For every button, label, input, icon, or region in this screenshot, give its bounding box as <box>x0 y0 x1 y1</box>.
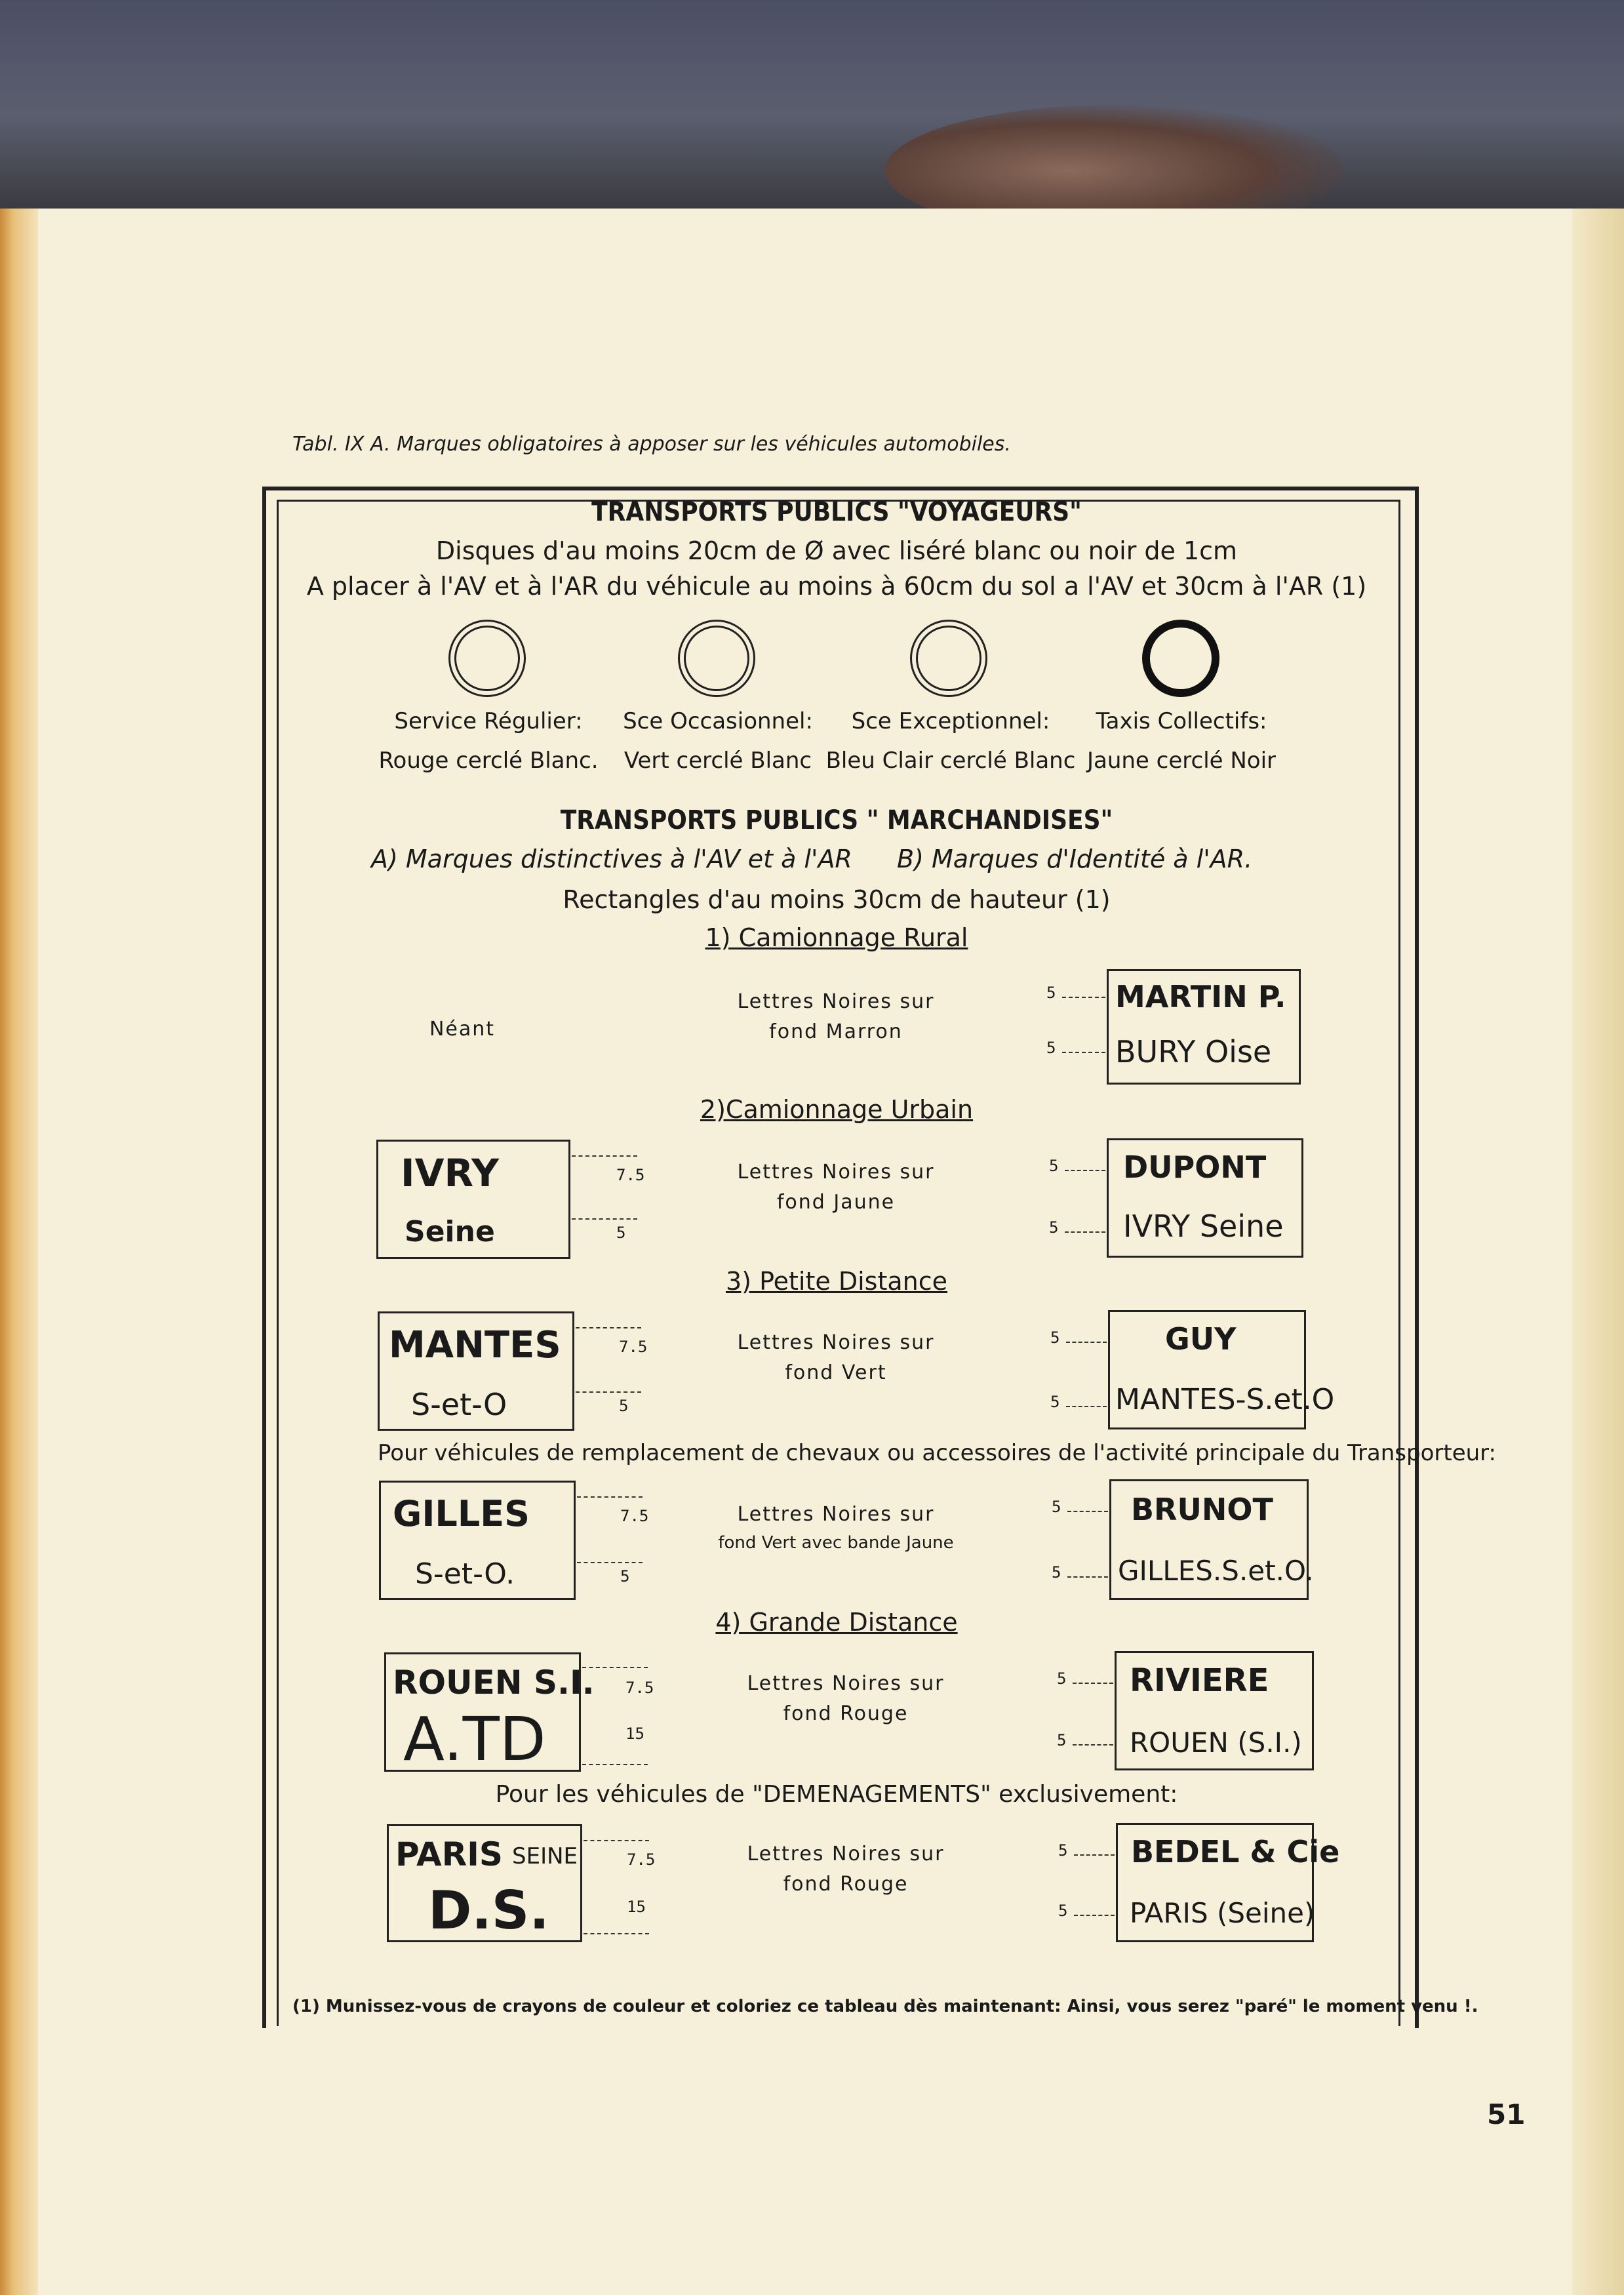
mid-label: Lettres Noires sur <box>737 1331 935 1354</box>
tick-label: 7.5 <box>627 1850 656 1869</box>
mid-label: Lettres Noires sur <box>737 1503 935 1526</box>
marchandises-a: A) Marques distinctives à l'AV et à l'AR <box>371 845 852 873</box>
tick-label: 7.5 <box>620 1507 649 1525</box>
tick-label: 5 <box>616 1224 626 1242</box>
marchandises-title: TRANSPORTS PUBLICS " MARCHANDISES" <box>560 805 1113 835</box>
dimension-line <box>1074 1915 1115 1916</box>
plate-text: D.S. <box>428 1880 549 1941</box>
book-spine <box>0 209 38 2295</box>
background-top <box>0 0 1624 210</box>
section-note: Pour véhicules de remplacement de chevaux ou accessoires de l'activité principale du Transporteur: <box>378 1440 1497 1466</box>
dimension-line <box>577 1562 643 1563</box>
plate-text: GILLES.S.et.O. <box>1118 1555 1314 1587</box>
neant-label: Néant <box>429 1018 496 1041</box>
plate-left <box>379 1481 576 1600</box>
mid-label: fond Vert <box>785 1361 887 1384</box>
plate-right <box>1108 1310 1335 1429</box>
plate-right <box>1107 969 1301 1085</box>
voyageurs-line2: A placer à l'AV et à l'AR du véhicule au moins à 60cm du sol a l'AV et 30cm à l'AR (1) <box>306 572 1367 601</box>
dimension-line <box>1062 1052 1105 1053</box>
plate-left <box>378 1311 574 1431</box>
mid-label: fond Jaune <box>776 1191 896 1214</box>
disc-label-name: Sce Occasionnel: <box>623 708 813 734</box>
tick-label: 5 <box>1058 1902 1068 1920</box>
dimension-line <box>1065 1170 1105 1171</box>
dimension-line <box>582 1764 648 1765</box>
plate-text: RIVIERE <box>1130 1662 1269 1699</box>
dimension-line <box>1073 1744 1113 1746</box>
tick-label: 5 <box>1046 1039 1056 1057</box>
page-edge <box>1572 209 1624 2295</box>
plate-left <box>376 1140 570 1259</box>
plate-text: BEDEL & Cie <box>1131 1834 1340 1869</box>
tick-label: 5 <box>1050 1328 1060 1347</box>
section-title: 1) Camionnage Rural <box>705 923 968 952</box>
plate-text: SEINE <box>512 1843 578 1869</box>
disc-label-name: Taxis Collectifs: <box>1096 708 1267 734</box>
plate-text: GILLES <box>393 1493 530 1534</box>
plate-text: BURY Oise <box>1115 1034 1272 1069</box>
plate-text: BRUNOT <box>1131 1492 1273 1527</box>
plate-text: PARIS (Seine) <box>1130 1897 1315 1929</box>
mid-label: Lettres Noires sur <box>737 990 935 1013</box>
dimension-line <box>1073 1683 1113 1684</box>
table-caption: Tabl. IX A. Marques obligatoires à apposer sur les véhicules automobiles. <box>292 433 1011 456</box>
section-title: 4) Grande Distance <box>715 1608 958 1637</box>
mid-label: fond Rouge <box>783 1702 909 1725</box>
disc-taxis <box>1142 620 1219 697</box>
dimension-line <box>572 1218 637 1220</box>
tick-label: 7.5 <box>616 1166 645 1184</box>
marchandises-b: B) Marques d'Identité à l'AR. <box>897 845 1253 873</box>
plate-text: IVRY Seine <box>1123 1208 1284 1244</box>
plate-text: S-et-O <box>411 1387 507 1422</box>
plate-text: GUY <box>1165 1321 1237 1357</box>
plate-right <box>1109 1479 1314 1600</box>
tick-label: 7.5 <box>619 1338 648 1356</box>
tick-label: 5 <box>619 1397 629 1415</box>
dimension-line <box>1066 1342 1107 1343</box>
section-note: Pour les véhicules de "DEMENAGEMENTS" exclusivement: <box>495 1781 1178 1808</box>
plate-text: ROUEN S.I. <box>393 1664 595 1702</box>
tick-label: 5 <box>1049 1218 1059 1237</box>
plate-text: MANTES-S.et.O <box>1115 1383 1335 1416</box>
dimension-line <box>1066 1406 1107 1407</box>
marchandises-rect: Rectangles d'au moins 30cm de hauteur (1) <box>563 885 1111 914</box>
tick-label: 5 <box>1046 984 1056 1002</box>
dimension-line <box>572 1155 637 1157</box>
mid-label: Lettres Noires sur <box>737 1161 935 1184</box>
mid-label: Lettres Noires sur <box>747 1843 945 1866</box>
plate-right <box>1115 1651 1314 1770</box>
section-title: 3) Petite Distance <box>726 1267 947 1296</box>
mid-label: Lettres Noires sur <box>747 1672 945 1695</box>
tick-label: 5 <box>1057 1731 1067 1749</box>
tick-label: 5 <box>1058 1841 1068 1860</box>
disc-label-color: Bleu Clair cerclé Blanc <box>825 748 1076 774</box>
plate-right <box>1116 1823 1340 1942</box>
tick-label: 15 <box>625 1725 644 1743</box>
footnote: (1) Munissez-vous de crayons de couleur et coloriez ce tableau dès maintenant: Ainsi, vous serez "paré" le moment venu !. <box>292 1997 1478 2016</box>
mid-label: fond Vert avec bande Jaune <box>718 1533 954 1553</box>
mid-label: fond Marron <box>769 1020 903 1043</box>
plate-text: MANTES <box>389 1324 561 1367</box>
dimension-line <box>582 1667 648 1668</box>
tick-label: 15 <box>627 1898 646 1916</box>
voyageurs-line1: Disques d'au moins 20cm de Ø avec liséré blanc ou noir de 1cm <box>435 536 1238 565</box>
page-number: 51 <box>1487 2098 1526 2130</box>
dimension-line <box>1067 1511 1108 1512</box>
tick-label: 7.5 <box>625 1679 654 1697</box>
disc-label-color: Vert cerclé Blanc <box>624 748 812 774</box>
disc-label-color: Jaune cerclé Noir <box>1086 748 1277 774</box>
section-title: 2)Camionnage Urbain <box>700 1095 974 1124</box>
tick-label: 5 <box>1050 1393 1060 1411</box>
plate-text: MARTIN P. <box>1115 979 1286 1014</box>
dimension-line <box>1065 1231 1105 1233</box>
disc-occasionnel <box>678 620 755 697</box>
plate-text: PARIS <box>395 1835 503 1873</box>
dimension-line <box>1074 1854 1115 1856</box>
disc-label-name: Sce Exceptionnel: <box>851 708 1050 734</box>
dimension-line <box>1062 997 1105 998</box>
plate-text: IVRY <box>401 1151 499 1195</box>
disc-label-name: Service Régulier: <box>394 708 583 734</box>
dimension-line <box>1067 1576 1108 1578</box>
plate-text: A.TD <box>403 1704 546 1774</box>
plate-text: S-et-O. <box>415 1557 515 1591</box>
dimension-line <box>584 1840 649 1841</box>
dimension-line <box>584 1933 649 1934</box>
plate-left <box>384 1652 595 1774</box>
tick-label: 5 <box>1057 1669 1067 1688</box>
mid-label: fond Rouge <box>783 1873 909 1896</box>
plate-text: DUPONT <box>1123 1149 1267 1185</box>
dimension-line <box>577 1496 643 1498</box>
tick-label: 5 <box>1049 1157 1059 1175</box>
disc-label-color: Rouge cerclé Blanc. <box>378 748 599 774</box>
dimension-line <box>576 1391 641 1393</box>
plate-text: ROUEN (S.I.) <box>1130 1726 1302 1759</box>
plate-text: Seine <box>405 1215 495 1248</box>
tick-label: 5 <box>1052 1498 1061 1516</box>
tick-label: 5 <box>1052 1563 1061 1582</box>
disc-exceptionnel <box>910 620 987 697</box>
tick-label: 5 <box>620 1567 630 1586</box>
plate-right <box>1107 1138 1303 1258</box>
dimension-line <box>576 1327 641 1328</box>
plate-left <box>387 1824 582 1942</box>
voyageurs-title: TRANSPORTS PUBLICS "VOYAGEURS" <box>591 497 1082 527</box>
disc-regulier <box>448 620 526 697</box>
